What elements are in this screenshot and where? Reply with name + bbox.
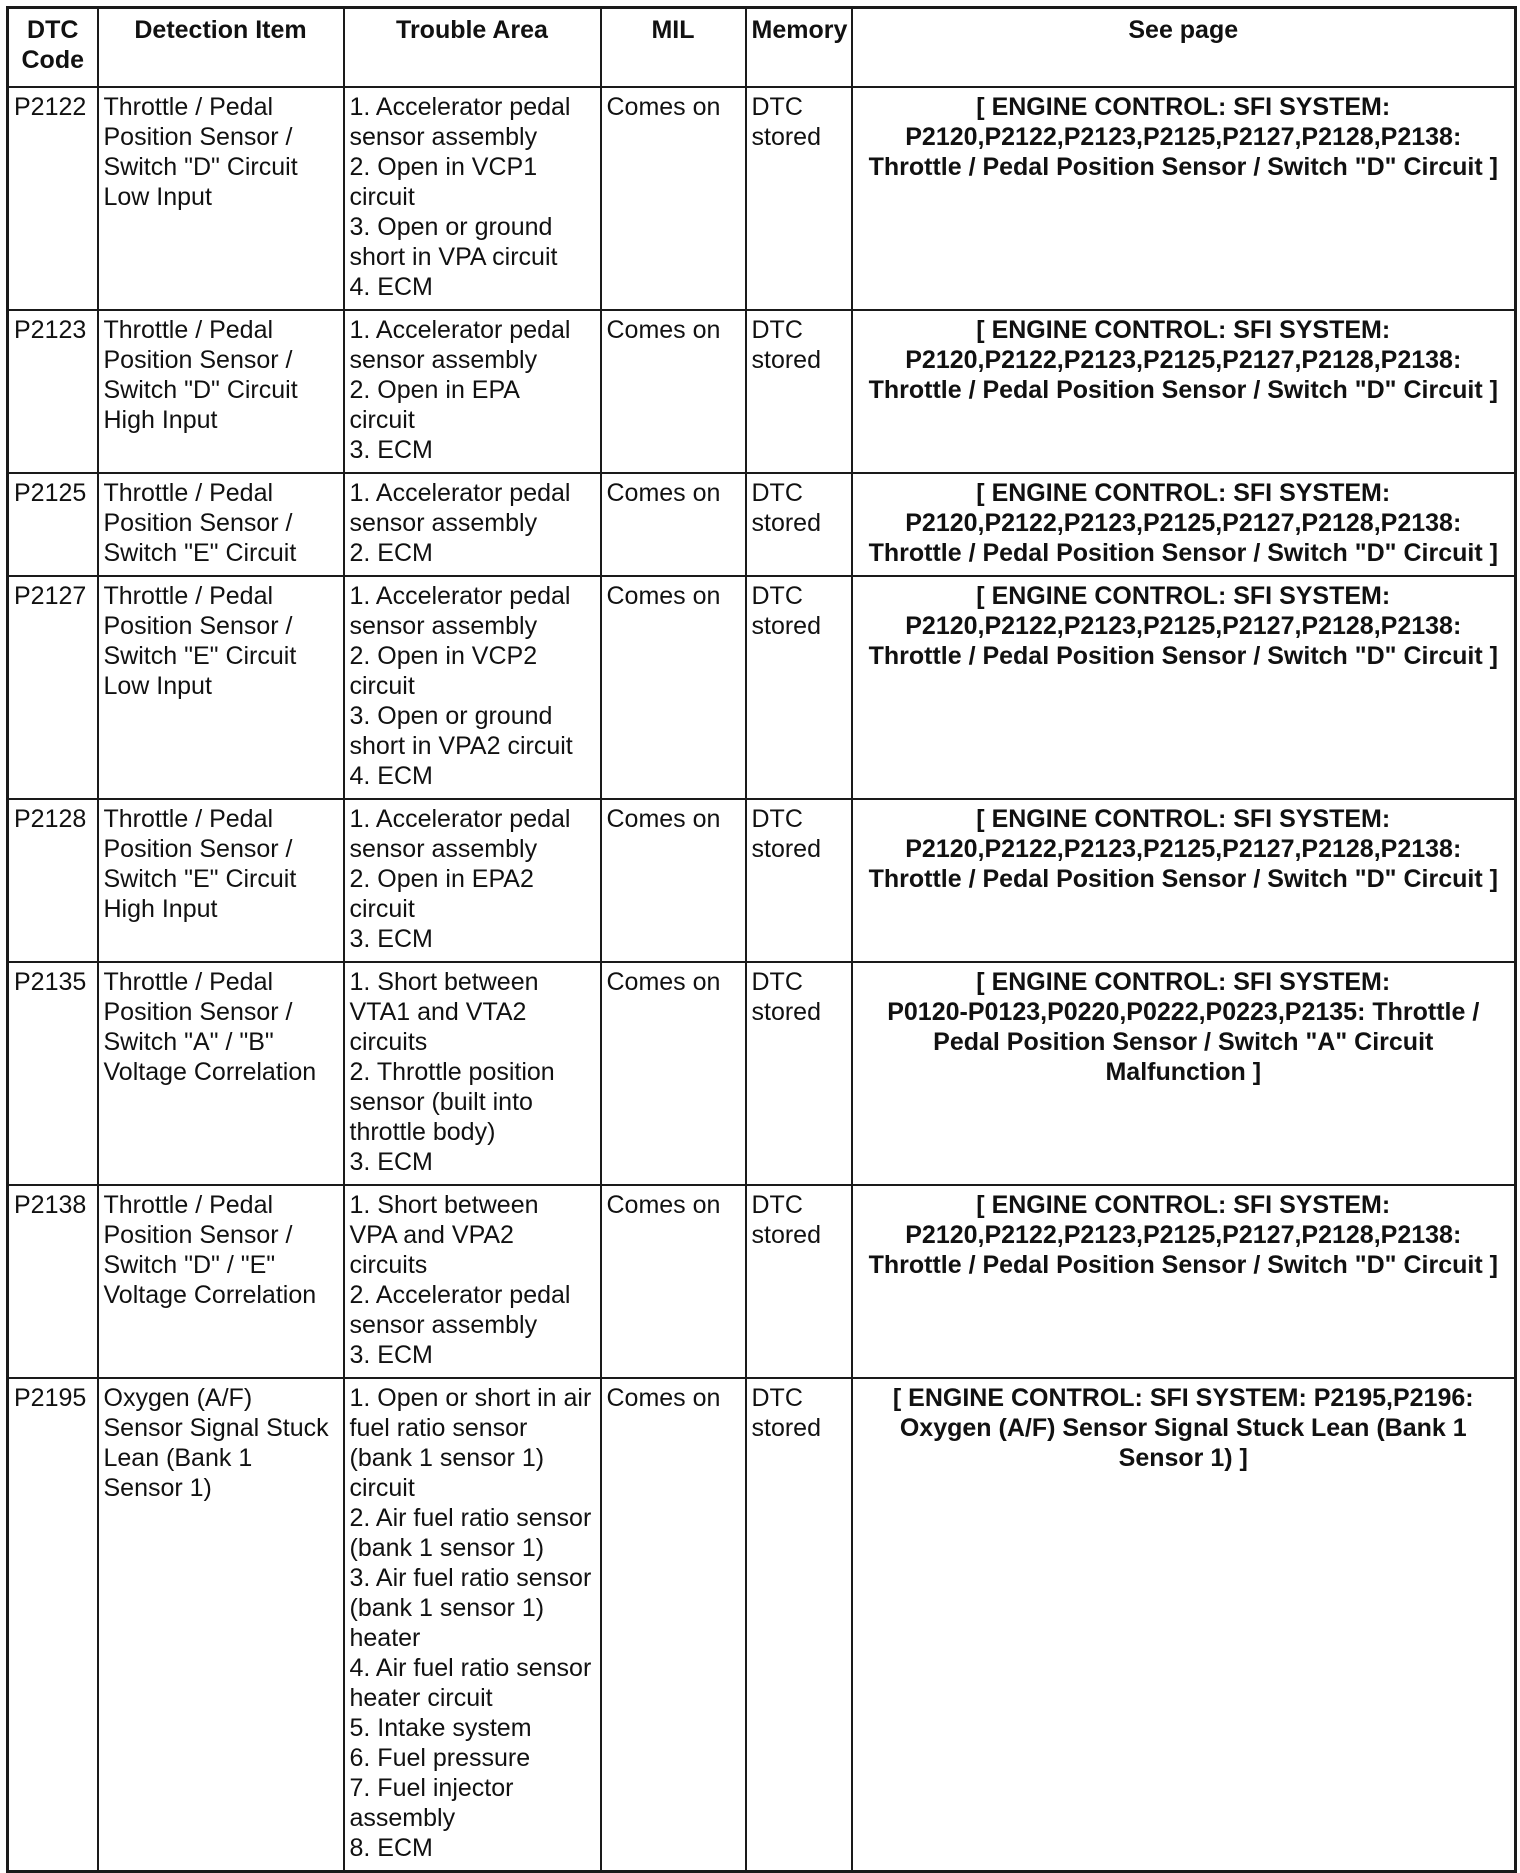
memory-cell: DTC stored bbox=[746, 310, 852, 473]
dtc-table bbox=[6, 6, 1517, 1873]
header-mil: MIL bbox=[601, 8, 746, 88]
see-page-link[interactable]: [ ENGINE CONTROL: SFI SYSTEM: P2120,P2122,P2123,P2125,P2127,P2128,P2138: Throttle / Pedal Position Sensor / Switch "D" Circuit ] bbox=[852, 576, 1516, 799]
mil-cell: Comes on bbox=[601, 310, 746, 473]
detection-item-cell: Throttle / Pedal Position Sensor / Switch "E" Circuit bbox=[98, 473, 344, 576]
dtc-code-cell: P2138 bbox=[8, 1185, 98, 1378]
trouble-area-cell: 1. Accelerator pedal sensor assembly 2. Open in EPA circuit 3. ECM bbox=[344, 310, 601, 473]
memory-cell: DTC stored bbox=[746, 473, 852, 576]
mil-cell: Comes on bbox=[601, 576, 746, 799]
trouble-area-cell: 1. Accelerator pedal sensor assembly 2. ECM bbox=[344, 473, 601, 576]
mil-cell: Comes on bbox=[601, 1185, 746, 1378]
header-trouble-area: Trouble Area bbox=[344, 8, 601, 88]
trouble-area-cell: 1. Short between VTA1 and VTA2 circuits 2. Throttle position sensor (built into throttle body) 3. ECM bbox=[344, 962, 601, 1185]
memory-cell: DTC stored bbox=[746, 87, 852, 310]
memory-cell: DTC stored bbox=[746, 799, 852, 962]
mil-cell: Comes on bbox=[601, 87, 746, 310]
memory-cell: DTC stored bbox=[746, 1378, 852, 1871]
see-page-link[interactable]: [ ENGINE CONTROL: SFI SYSTEM: P2120,P2122,P2123,P2125,P2127,P2128,P2138: Throttle / Pedal Position Sensor / Switch "D" Circuit ] bbox=[852, 799, 1516, 962]
header-memory: Memory bbox=[746, 8, 852, 88]
detection-item-cell: Oxygen (A/F) Sensor Signal Stuck Lean (Bank 1 Sensor 1) bbox=[98, 1378, 344, 1871]
dtc-code-cell: P2127 bbox=[8, 576, 98, 799]
see-page-link[interactable]: [ ENGINE CONTROL: SFI SYSTEM: P2120,P2122,P2123,P2125,P2127,P2128,P2138: Throttle / Pedal Position Sensor / Switch "D" Circuit ] bbox=[852, 1185, 1516, 1378]
dtc-code-cell: P2128 bbox=[8, 799, 98, 962]
table-row bbox=[8, 310, 1516, 473]
header-detection-item: Detection Item bbox=[98, 8, 344, 88]
table-row bbox=[8, 576, 1516, 799]
dtc-code-cell: P2195 bbox=[8, 1378, 98, 1871]
table-row bbox=[8, 962, 1516, 1185]
table-row bbox=[8, 1185, 1516, 1378]
see-page-link[interactable]: [ ENGINE CONTROL: SFI SYSTEM: P2120,P2122,P2123,P2125,P2127,P2128,P2138: Throttle / Pedal Position Sensor / Switch "D" Circuit ] bbox=[852, 473, 1516, 576]
memory-cell: DTC stored bbox=[746, 962, 852, 1185]
header-see-page: See page bbox=[852, 8, 1516, 88]
memory-cell: DTC stored bbox=[746, 576, 852, 799]
dtc-code-cell: P2135 bbox=[8, 962, 98, 1185]
detection-item-cell: Throttle / Pedal Position Sensor / Switch "D" Circuit High Input bbox=[98, 310, 344, 473]
dtc-table-container bbox=[6, 6, 1517, 1873]
trouble-area-cell: 1. Open or short in air fuel ratio sensor (bank 1 sensor 1) circuit 2. Air fuel ratio sensor (bank 1 sensor 1) 3. Air fuel ratio sensor (bank 1 sensor 1) heater 4. Air fuel ratio sensor heater circuit 5. Intake system 6. Fuel pressure 7. Fuel injector assembly 8. ECM bbox=[344, 1378, 601, 1871]
header-dtc-code: DTC Code bbox=[8, 8, 98, 88]
mil-cell: Comes on bbox=[601, 473, 746, 576]
dtc-code-cell: P2123 bbox=[8, 310, 98, 473]
detection-item-cell: Throttle / Pedal Position Sensor / Switch "D" Circuit Low Input bbox=[98, 87, 344, 310]
trouble-area-cell: 1. Accelerator pedal sensor assembly 2. Open in EPA2 circuit 3. ECM bbox=[344, 799, 601, 962]
detection-item-cell: Throttle / Pedal Position Sensor / Switch "D" / "E" Voltage Correlation bbox=[98, 1185, 344, 1378]
detection-item-cell: Throttle / Pedal Position Sensor / Switch "E" Circuit High Input bbox=[98, 799, 344, 962]
trouble-area-cell: 1. Accelerator pedal sensor assembly 2. Open in VCP2 circuit 3. Open or ground short in VPA2 circuit 4. ECM bbox=[344, 576, 601, 799]
detection-item-cell: Throttle / Pedal Position Sensor / Switch "A" / "B" Voltage Correlation bbox=[98, 962, 344, 1185]
see-page-link[interactable]: [ ENGINE CONTROL: SFI SYSTEM: P2195,P2196: Oxygen (A/F) Sensor Signal Stuck Lean (Bank 1 Sensor 1) ] bbox=[852, 1378, 1516, 1871]
dtc-code-cell: P2122 bbox=[8, 87, 98, 310]
table-row bbox=[8, 1378, 1516, 1871]
mil-cell: Comes on bbox=[601, 799, 746, 962]
table-header-row bbox=[8, 8, 1516, 88]
see-page-link[interactable]: [ ENGINE CONTROL: SFI SYSTEM: P2120,P2122,P2123,P2125,P2127,P2128,P2138: Throttle / Pedal Position Sensor / Switch "D" Circuit ] bbox=[852, 310, 1516, 473]
trouble-area-cell: 1. Accelerator pedal sensor assembly 2. Open in VCP1 circuit 3. Open or ground short in VPA circuit 4. ECM bbox=[344, 87, 601, 310]
mil-cell: Comes on bbox=[601, 962, 746, 1185]
table-row bbox=[8, 473, 1516, 576]
memory-cell: DTC stored bbox=[746, 1185, 852, 1378]
dtc-code-cell: P2125 bbox=[8, 473, 98, 576]
table-row bbox=[8, 87, 1516, 310]
see-page-link[interactable]: [ ENGINE CONTROL: SFI SYSTEM: P2120,P2122,P2123,P2125,P2127,P2128,P2138: Throttle / Pedal Position Sensor / Switch "D" Circuit ] bbox=[852, 87, 1516, 310]
mil-cell: Comes on bbox=[601, 1378, 746, 1871]
table-row bbox=[8, 799, 1516, 962]
detection-item-cell: Throttle / Pedal Position Sensor / Switch "E" Circuit Low Input bbox=[98, 576, 344, 799]
trouble-area-cell: 1. Short between VPA and VPA2 circuits 2. Accelerator pedal sensor assembly 3. ECM bbox=[344, 1185, 601, 1378]
see-page-link[interactable]: [ ENGINE CONTROL: SFI SYSTEM: P0120-P0123,P0220,P0222,P0223,P2135: Throttle / Pedal Position Sensor / Switch "A" Circuit Malfunction ] bbox=[852, 962, 1516, 1185]
